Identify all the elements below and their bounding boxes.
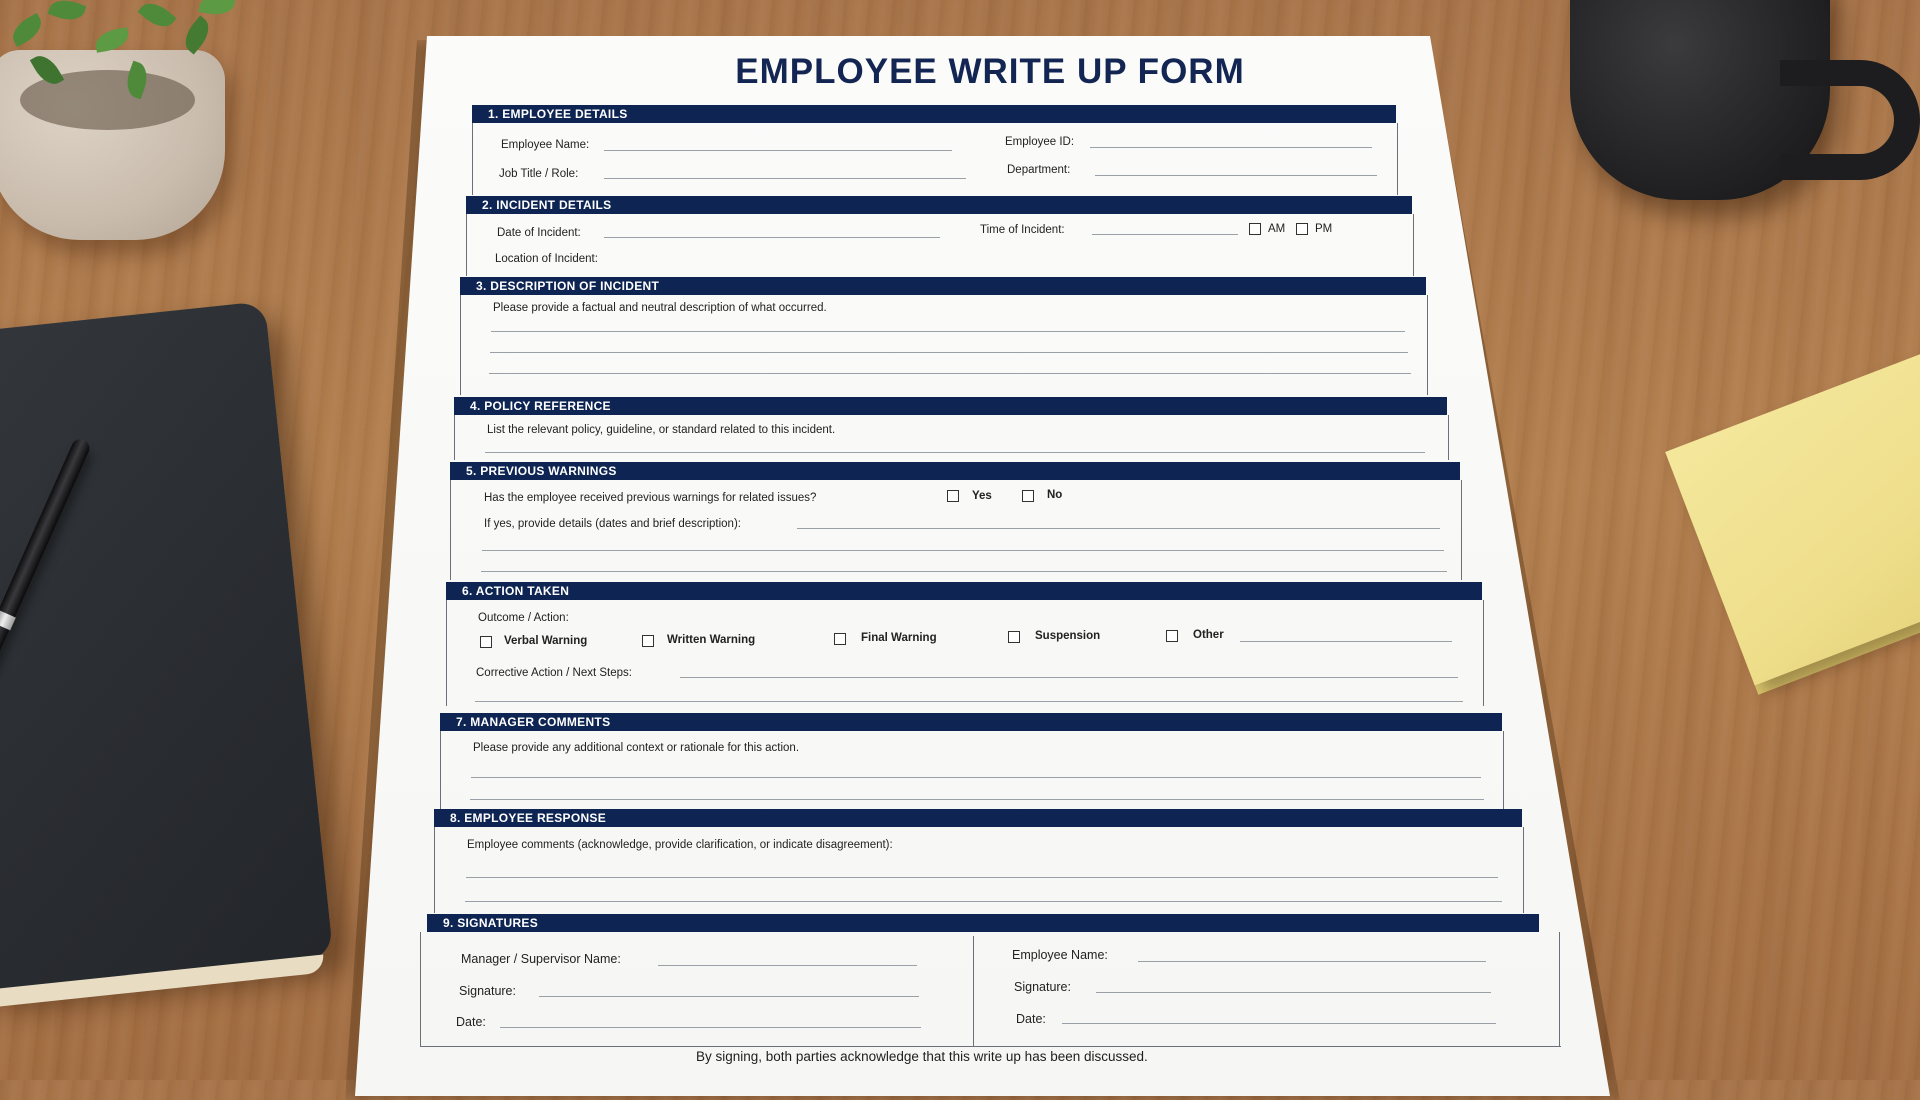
warnings-line-3[interactable] [481, 571, 1447, 572]
section-header-employee-details: 1. EMPLOYEE DETAILS [472, 105, 1396, 123]
acknowledgement-footer: By signing, both parties acknowledge that this write up has been discussed. [696, 1049, 1148, 1064]
signatures-bottom-border [420, 1046, 1561, 1047]
job-title-field[interactable] [604, 178, 966, 179]
manager-comments-instruction: Please provide any additional context or rationale for this action. [473, 742, 800, 754]
employee-name-field[interactable] [604, 150, 952, 151]
corrective-action-field[interactable] [680, 677, 1458, 678]
description-line-2[interactable] [490, 352, 1408, 353]
section-header-manager-comments: 7. MANAGER COMMENTS [440, 713, 1502, 731]
employee-response-instruction: Employee comments (acknowledge, provide clarification, or indicate disagreement): [467, 839, 893, 851]
section-box-action-taken [446, 600, 1484, 706]
pm-label: PM [1315, 223, 1333, 235]
date-of-incident-label: Date of Incident: [497, 227, 581, 239]
pm-checkbox[interactable] [1296, 223, 1308, 235]
employee-sig-name-label: Employee Name: [1012, 948, 1108, 962]
description-instruction: Please provide a factual and neutral description of what occurred. [493, 302, 827, 314]
location-of-incident-label: Location of Incident: [495, 253, 598, 265]
employee-response-line-2[interactable] [465, 901, 1502, 902]
corrective-action-label: Corrective Action / Next Steps: [476, 667, 632, 679]
verbal-warning-checkbox[interactable] [480, 636, 492, 648]
section-header-policy-reference: 4. POLICY REFERENCE [454, 397, 1447, 415]
department-field[interactable] [1095, 175, 1377, 176]
time-of-incident-field[interactable] [1092, 234, 1238, 235]
employee-id-field[interactable] [1090, 147, 1372, 148]
manager-name-label: Manager / Supervisor Name: [461, 952, 621, 966]
section-header-employee-response: 8. EMPLOYEE RESPONSE [434, 809, 1522, 827]
written-warning-label: Written Warning [667, 634, 756, 646]
section-header-previous-warnings: 5. PREVIOUS WARNINGS [450, 462, 1460, 480]
section-header-description: 3. DESCRIPTION OF INCIDENT [460, 277, 1426, 295]
warnings-line-2[interactable] [482, 550, 1444, 551]
final-warning-checkbox[interactable] [834, 633, 846, 645]
am-checkbox[interactable] [1249, 223, 1261, 235]
manager-comments-line-1[interactable] [471, 777, 1481, 778]
plant-pot [0, 50, 225, 240]
other-field[interactable] [1240, 641, 1452, 642]
previous-warnings-question: Has the employee received previous warnings for related issues? [484, 492, 817, 504]
corrective-line-2[interactable] [475, 701, 1463, 702]
employee-sig-name-field[interactable] [1138, 961, 1486, 962]
date-of-incident-field[interactable] [604, 237, 940, 238]
employee-date-field[interactable] [1062, 1023, 1496, 1024]
notebook [0, 301, 334, 995]
signatures-divider [973, 936, 974, 1046]
manager-date-field[interactable] [500, 1027, 921, 1028]
employee-date-label: Date: [1016, 1012, 1046, 1026]
yes-label: Yes [972, 490, 992, 502]
job-title-label: Job Title / Role: [499, 168, 579, 180]
final-warning-label: Final Warning [861, 632, 937, 644]
department-label: Department: [1007, 164, 1071, 176]
warnings-details-label: If yes, provide details (dates and brief description): [484, 518, 741, 530]
no-checkbox[interactable] [1022, 490, 1034, 502]
written-warning-checkbox[interactable] [642, 635, 654, 647]
suspension-checkbox[interactable] [1008, 631, 1020, 643]
policy-line[interactable] [485, 452, 1425, 453]
other-checkbox[interactable] [1166, 630, 1178, 642]
employee-signature-field[interactable] [1096, 992, 1491, 993]
manager-signature-label: Signature: [459, 984, 516, 998]
policy-instruction: List the relevant policy, guideline, or standard related to this incident. [487, 424, 836, 436]
verbal-warning-label: Verbal Warning [504, 635, 588, 647]
manager-name-field[interactable] [658, 965, 917, 966]
no-label: No [1047, 489, 1063, 501]
employee-signature-label: Signature: [1014, 980, 1071, 994]
time-of-incident-label: Time of Incident: [980, 224, 1065, 236]
employee-response-line-1[interactable] [466, 877, 1498, 878]
mug-handle [1780, 60, 1920, 180]
other-label: Other [1193, 629, 1224, 641]
section-box-policy-reference [454, 415, 1449, 460]
sticky-note-pad [1665, 345, 1920, 686]
section-box-employee-details [472, 123, 1398, 195]
employee-id-label: Employee ID: [1005, 136, 1075, 148]
yes-checkbox[interactable] [947, 490, 959, 502]
description-line-3[interactable] [489, 373, 1411, 374]
manager-date-label: Date: [456, 1015, 486, 1029]
manager-comments-line-2[interactable] [470, 799, 1484, 800]
description-line-1[interactable] [491, 331, 1405, 332]
outcome-label: Outcome / Action: [478, 612, 569, 624]
section-box-signatures [420, 932, 1560, 1046]
manager-signature-field[interactable] [539, 996, 919, 997]
section-header-incident-details: 2. INCIDENT DETAILS [466, 196, 1412, 214]
warnings-details-field[interactable] [797, 528, 1440, 529]
section-header-action-taken: 6. ACTION TAKEN [446, 582, 1482, 600]
employee-name-label: Employee Name: [501, 139, 590, 151]
am-label: AM [1268, 223, 1286, 235]
form-title: EMPLOYEE WRITE UP FORM [735, 52, 1245, 91]
section-header-signatures: 9. SIGNATURES [427, 914, 1539, 932]
suspension-label: Suspension [1035, 630, 1101, 642]
